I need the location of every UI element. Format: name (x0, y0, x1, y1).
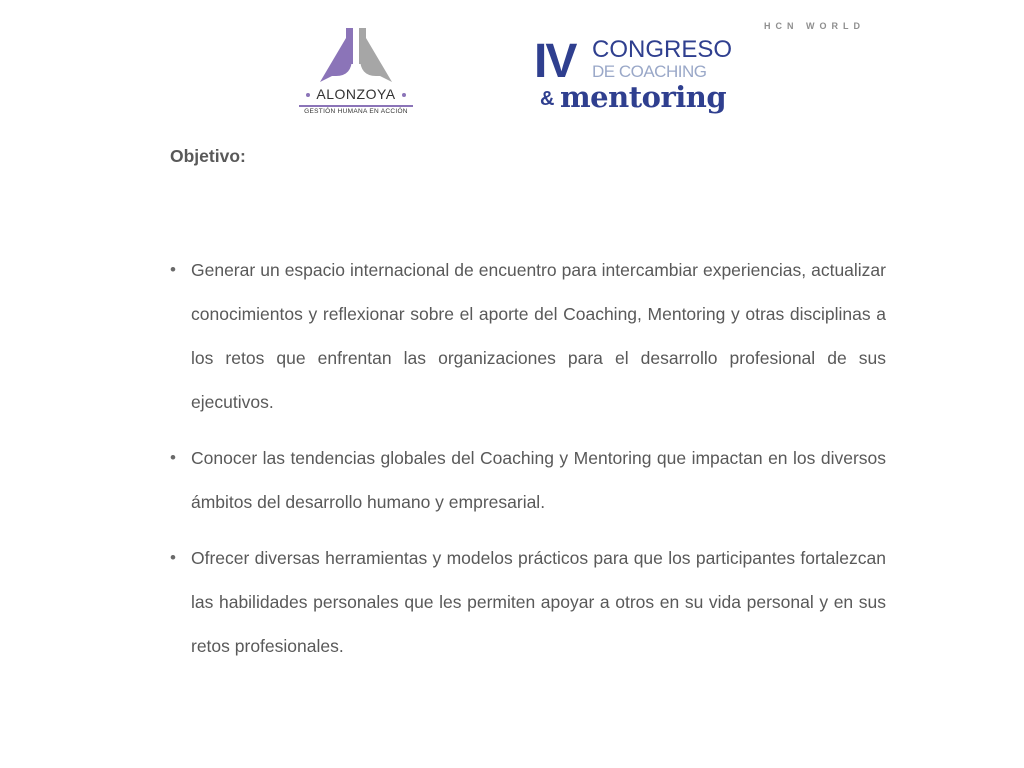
list-item (168, 436, 886, 524)
bullet-icon: • (170, 448, 176, 467)
hcn-world-label: HCN WORLD (764, 21, 865, 31)
dot-icon (306, 93, 310, 97)
alonzoya-mark-icon (316, 28, 396, 84)
dot-icon (402, 93, 406, 97)
congreso-coaching: DE COACHING (592, 62, 707, 81)
congreso-ampersand: & (540, 88, 555, 110)
alonzoya-name-row (296, 86, 416, 102)
list-item-text: Generar un espacio internacional de encuentro para intercambiar experiencias, actualizar conocimientos y reflexionar sobre el aporte del Coaching, Mentoring y otras disciplinas a los retos que enfrentan las organizaciones para el desarrollo profesional de sus ejecutivos. (191, 260, 886, 412)
list-item-text: Ofrecer diversas herramientas y modelos prácticos para que los participantes fortalezcan las habilidades personales que les permiten apoyar a otros en su vida personal y en sus retos profesionales. (191, 548, 886, 656)
objective-heading: Objetivo: (170, 146, 246, 166)
congreso-numeral: IV (534, 35, 576, 88)
congreso-title: CONGRESO (592, 36, 733, 63)
list-item-text: Conocer las tendencias globales del Coaching y Mentoring que impactan en los diversos ámbitos del desarrollo humano y empresarial. (191, 448, 886, 512)
bullet-icon: • (170, 548, 176, 567)
congreso-mentoring: mentoring (560, 80, 727, 114)
alonzoya-name: ALONZOYA (316, 86, 396, 102)
alonzoya-logo (296, 28, 416, 118)
alonzoya-tagline: GESTIÓN HUMANA EN ACCIÓN (304, 108, 408, 115)
bullet-icon: • (170, 260, 176, 279)
list-item (168, 248, 886, 424)
alonzoya-divider (299, 105, 413, 107)
congreso-logo (532, 35, 742, 118)
objective-list (168, 248, 886, 680)
list-item (168, 536, 886, 668)
